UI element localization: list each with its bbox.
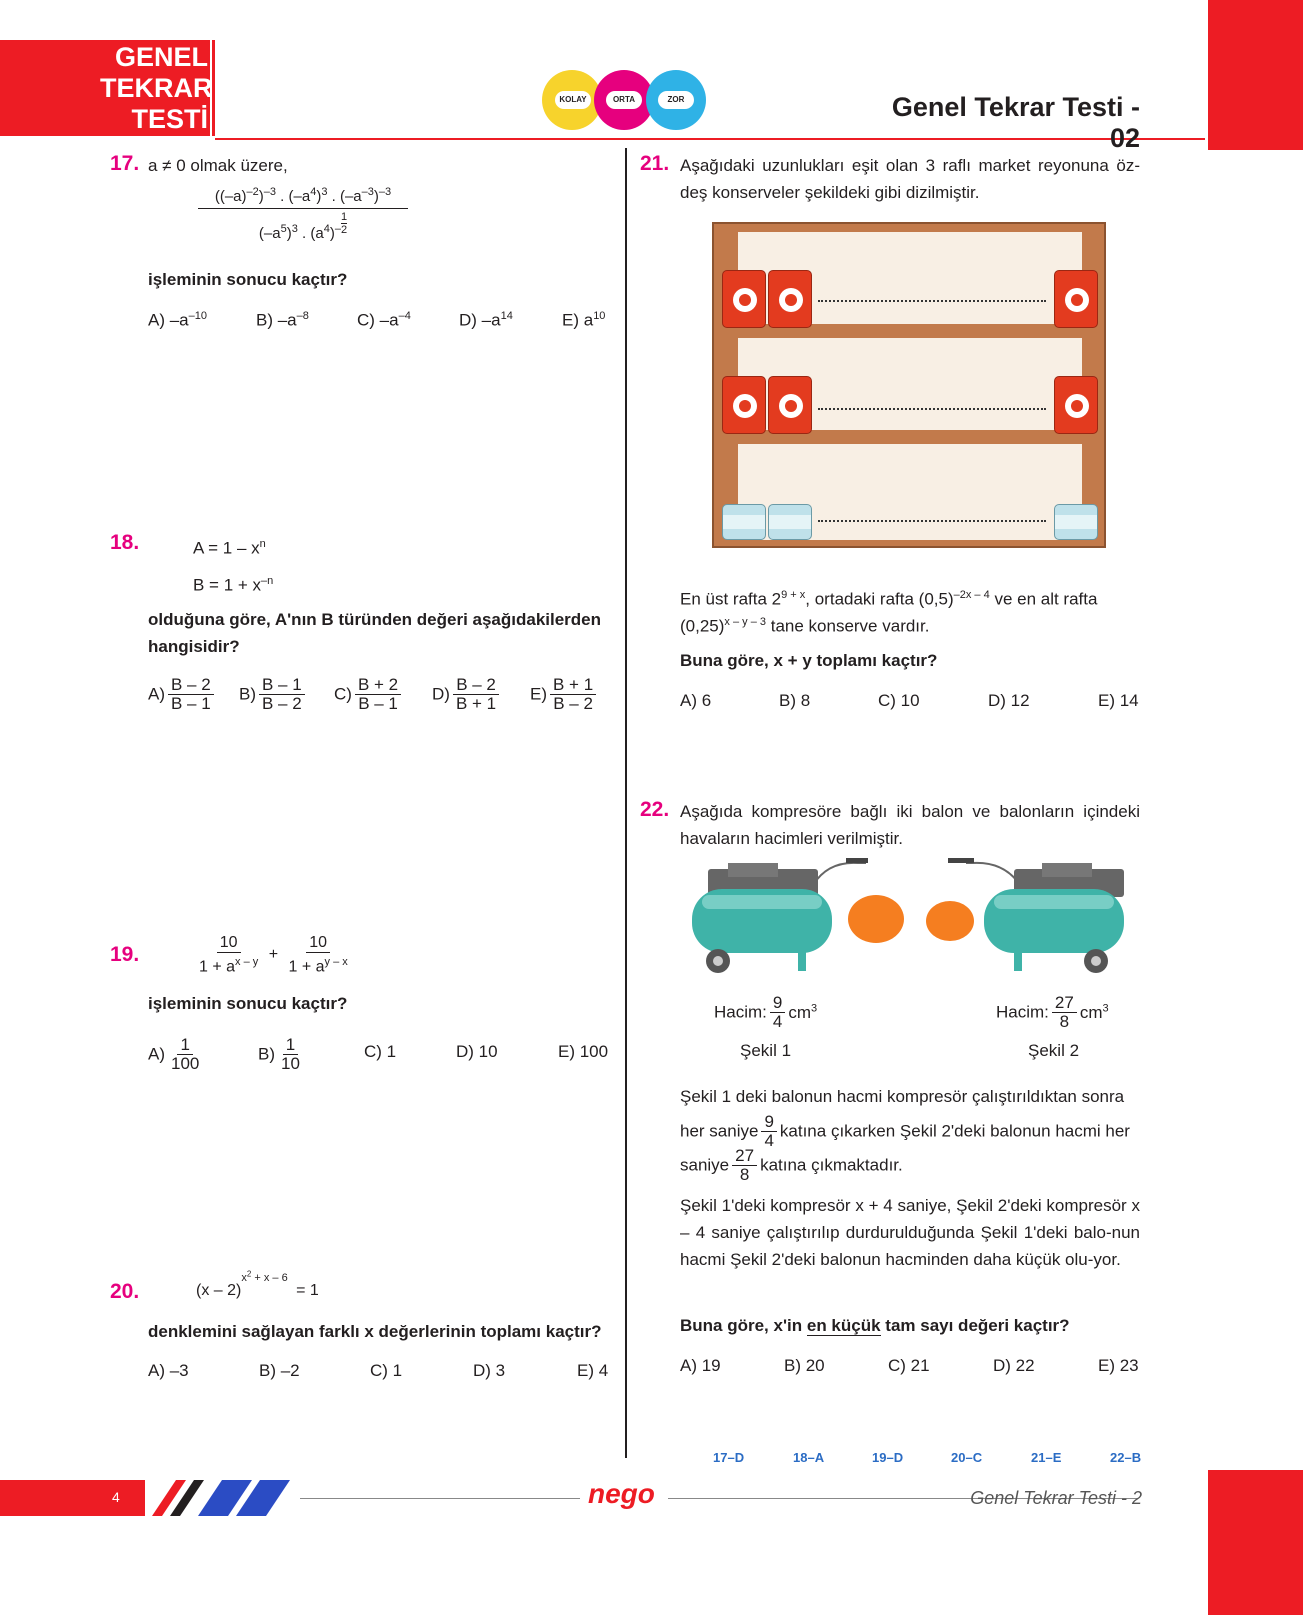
q19-question: işleminin sonucu kaçtır?: [148, 994, 348, 1013]
q17-choice-c[interactable]: C) $-a^{-4}$: [357, 310, 411, 330]
q21-question: Buna göre, x + y toplamı kaçtır?: [680, 651, 938, 670]
q18-choice-e[interactable]: E) $\frac{B + 1}{B - 2}$: [530, 676, 599, 713]
q20-question: denklemini sağlayan farklı x değerlerinin toplamı kaçtır?: [148, 1322, 602, 1341]
q20-equation: (x – 2)$^{x^2 + x - 6}$ = 1: [196, 1269, 319, 1299]
q20-number: 20.: [110, 1280, 140, 1303]
q20-choice-b[interactable]: B) –2: [259, 1361, 300, 1380]
tomato-can: [722, 376, 766, 434]
q21-choice-c[interactable]: C) 10: [878, 691, 920, 710]
q22-choice-e[interactable]: E) 23: [1098, 1356, 1139, 1375]
q22-para2: Şekil 1'deki kompresör x + 4 saniye, Şekil 2'deki kompresör x – 4 saniye çalıştırılıp durdurulduğunda Şekil 1'deki balo-nun hacmi Şekil 2'deki balonun hacminden daha küçük olu-yor.: [680, 1196, 1140, 1269]
compressor-figure-2: [920, 855, 1130, 980]
q17-expr-denominator: $(-a^5)^3$ . $(a^4)^{- \frac{1}{2}}$: [258, 211, 348, 242]
shelf-dots: [818, 300, 1046, 302]
q22-choice-a[interactable]: A) 19: [680, 1356, 721, 1375]
q21-choice-a[interactable]: A) 6: [680, 691, 712, 710]
q22-para1-line1: Şekil 1 deki balonun hacmi kompresör çalıştırıldıktan sonra: [680, 1087, 1125, 1106]
fig2-volume: Hacim: $\frac{27}{8}$ $cm^3$: [996, 993, 1109, 1031]
footer-logo: nego: [588, 1478, 655, 1509]
fig2-caption: Şekil 2: [1028, 1041, 1080, 1060]
q18-choice-c[interactable]: C) $\frac{B + 2}{B - 1}$: [334, 676, 404, 713]
tomato-can: [768, 270, 812, 328]
fig1-volume: Hacim: $\frac{9}{4}$ $cm^3$: [714, 993, 818, 1031]
q21-choice-e[interactable]: E) 14: [1098, 691, 1139, 710]
answer-17: 17–D: [713, 1450, 745, 1465]
footer-title: Genel Tekrar Testi - 2: [970, 1488, 1142, 1508]
answer-18: 18–A: [793, 1450, 825, 1465]
footer-rule-left: [300, 1498, 580, 1499]
fig1-caption: Şekil 1: [740, 1041, 792, 1060]
answer-22: 22–B: [1110, 1450, 1142, 1465]
q20-choice-c[interactable]: C) 1: [370, 1361, 403, 1380]
q21-text-line2: $(0,25)^{x - y - 3}$ tane konserve vardır.: [680, 616, 930, 636]
q19-choice-c[interactable]: C) 1: [364, 1042, 397, 1061]
q21-intro: Aşağıdaki uzunlukları eşit olan 3 raflı market reyonuna öz-deş konserveler şekildeki gibi dizilmiştir.: [680, 156, 1140, 202]
answer-20: 20–C: [951, 1450, 983, 1465]
q22-para1-line3: saniye $\frac{27}{8}$ katına çıkmaktadır.: [680, 1146, 903, 1184]
level-zor-label: ZOR: [658, 91, 694, 109]
q19-number: 19.: [110, 943, 140, 966]
q21-number: 21.: [640, 152, 670, 175]
q21-choice-b[interactable]: B) 8: [779, 691, 811, 710]
q18-eq-a: $A = 1 - x^n$: [193, 538, 266, 558]
tomato-can: [1054, 270, 1098, 328]
tomato-can: [722, 270, 766, 328]
tomato-can: [768, 376, 812, 434]
tomato-can: [1054, 376, 1098, 434]
fish-can: [722, 504, 766, 540]
q20-choice-e[interactable]: E) 4: [577, 1361, 609, 1380]
q19-expression: $\frac{10}{1 + a^{x - y}}$ + $\frac{10}{1 + a^{y - x}}$: [199, 934, 348, 976]
q18-choice-d[interactable]: D) $\frac{B - 2}{B + 1}$: [432, 676, 502, 713]
q18-number: 18.: [110, 531, 140, 554]
q22-number: 22.: [640, 798, 670, 821]
shelf-dots: [818, 408, 1046, 410]
footer-red-bar: [0, 1480, 145, 1516]
footer-right-bar: [1208, 1470, 1303, 1615]
q17-intro: a ≠ 0 olmak üzere,: [148, 156, 288, 175]
q22-choice-c[interactable]: C) 21: [888, 1356, 930, 1375]
fish-can: [768, 504, 812, 540]
compressor-figure-1: [688, 855, 918, 980]
q22-question: Buna göre, x'in en küçük tam sayı değeri kaçtır?: [680, 1316, 1070, 1335]
q20-choice-a[interactable]: A) –3: [148, 1361, 189, 1380]
level-kolay-label: KOLAY: [555, 91, 591, 109]
footer-stripes: [140, 1480, 320, 1516]
page-number: 4: [112, 1489, 120, 1505]
fish-can: [1054, 504, 1098, 540]
q18-choice-a[interactable]: A) $\frac{B - 2}{B - 1}$: [148, 676, 217, 713]
q19-choice-a[interactable]: A) $\frac{1}{100}$: [148, 1035, 200, 1073]
column-divider: [625, 148, 627, 1458]
q20-choice-d[interactable]: D) 3: [473, 1361, 506, 1380]
q17-choice-d[interactable]: D) $-a^{14}$: [459, 310, 513, 330]
shelf-dots: [818, 520, 1046, 522]
answer-19: 19–D: [872, 1450, 904, 1465]
q21-choice-d[interactable]: D) 12: [988, 691, 1030, 710]
q18-question: olduğuna göre, A'nın B türünden değeri aşağıdakilerden hangisidir?: [148, 610, 602, 656]
q18-choice-b[interactable]: B) $\frac{B - 1}{B - 2}$: [239, 676, 308, 713]
header-badge-text: GENEL TEKRAR TESTİ: [100, 42, 213, 134]
q19-choice-e[interactable]: E) 100: [558, 1042, 609, 1061]
q22-para1-line2: her saniye $\frac{9}{4}$ katına çıkarken Şekil 2'deki balonun hacmi her: [680, 1112, 1130, 1150]
q22-choice-b[interactable]: B) 20: [784, 1356, 825, 1375]
level-orta-label: ORTA: [606, 91, 642, 109]
q22-underlined: en küçük: [806, 1316, 881, 1335]
q21-text-line1: En üst rafta $2^{9 + x}$, ortadaki rafta $(0,5)^{-2x - 4}$ ve en alt rafta: [680, 589, 1098, 609]
q17-expression: [198, 186, 408, 242]
q17-choice-b[interactable]: B) $-a^{-8}$: [256, 310, 309, 330]
answer-21: 21–E: [1031, 1450, 1062, 1465]
q17-question: işleminin sonucu kaçtır?: [148, 270, 348, 289]
page-title: Genel Tekrar Testi - 02: [891, 92, 1140, 153]
q22-choice-d[interactable]: D) 22: [993, 1356, 1035, 1375]
q19-choice-d[interactable]: D) 10: [456, 1042, 498, 1061]
q18-eq-b: $B = 1 + x^{-n}$: [193, 575, 274, 595]
q22-intro: Aşağıda kompresöre bağlı iki balon ve balonların içindeki havaların hacimleri verilmiştir.: [680, 802, 1140, 848]
q17-number: 17.: [110, 152, 140, 175]
header-right-bar: [1208, 0, 1303, 150]
q17-expr-numerator: $((-a)^{-2})^{-3}$ . $(-a^4)^3$ . $(-a^{-3})^{-3}$: [198, 186, 408, 209]
q19-choice-b[interactable]: B) $\frac{1}{10}$: [258, 1035, 300, 1073]
q17-choice-e[interactable]: E) $a^{10}$: [562, 310, 606, 330]
q17-choice-a[interactable]: A) $-a^{-10}$: [148, 310, 207, 330]
